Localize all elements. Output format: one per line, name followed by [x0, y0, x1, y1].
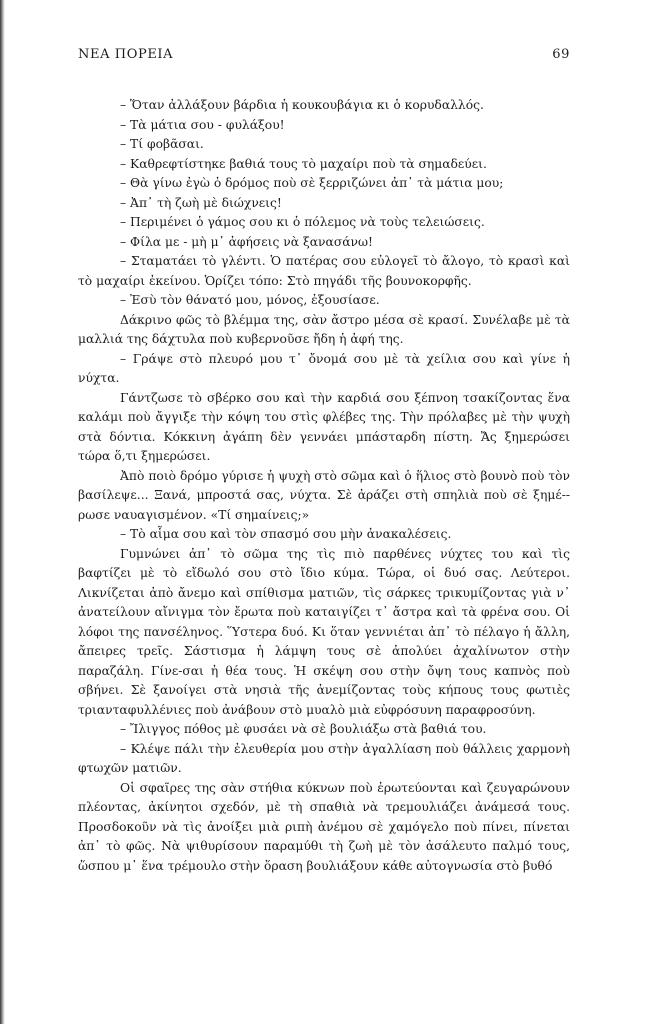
dialogue-line: – Γράψε στὸ πλευρό μου τ᾽ ὄνομά σου μὲ τὰ χείλια σου καὶ γίνε ἡ νύχτα.: [78, 351, 570, 385]
page-number: 69: [552, 47, 570, 62]
dialogue-line: – Θὰ γίνω ἐγὼ ὁ δρόμος ποὺ σὲ ξερριζώνει ἀπ᾽ τὰ μάτια μου;: [120, 176, 504, 190]
running-title: ΝΕΑ ΠΟΡΕΙΑ: [78, 47, 174, 62]
prose-paragraph: Γάντζωσε τὸ σβέρκο σου καὶ τὴν καρδιά σου ξέπνοη τσακίζοντας ἕνα καλάμι ποὺ ἄγγιξε τὴν κόψη του στὶς φλέβες της. Τὴν πρόλαβες μὲ τὴν ψυχὴ στὰ δόντια. Κόκκινη ἀγάπη δὲν γεννάει μπάσταρδη πίστη. Ἄς ξημερώσει τώρα ὅ,τι ξημερώσει.: [78, 390, 570, 463]
running-head: [78, 47, 570, 67]
page-binding-edge: [0, 0, 5, 1024]
dialogue-line: – Ἀπ᾽ τὴ ζωὴ μὲ διώχνεις!: [120, 195, 282, 210]
dialogue-line: – Φίλα με - μὴ μ᾽ ἀφήσεις νὰ ξανασάνω!: [120, 234, 373, 249]
body-text: [78, 96, 570, 876]
prose-paragraph: Γυμνώνει ἀπ᾽ τὸ σῶμα της τὶς πιὸ παρθένες νύχτες του καὶ τὶς βαφτίζει μὲ τὸ εἴδωλό σου στὸ ἴδιο κύμα. Τώρα, οἱ δυό σας. Λεύτεροι. Λικνίζεται ἀπὸ ἄνεμο καὶ σπίθισμα ματιῶν, τὶς σάρκες τρικυμίζοντας γιὰ ν᾽ ἀνατείλουν αἴνιγμα τὸν ἔρωτα ποὺ καταιγίζει τ᾽ ἄστρα καὶ τὰ φρένα σου. Οἱ λόφοι της πανσέληνος. Ὕστερα δυό. Κι ὅταν γεννιέται ἀπ᾽ τὸ πέλαγο ἡ ἄλλη, ἄπειρες τρεῖς. Σάστισμα ἡ λάμψη τους σὲ ἀπολύει ἀχαλίνωτον στὴν παραζάλη. Γίνε-σαι ἡ θέα τους. Ἡ σκέψη σου στὴν ὄψη τους καπνὸς ποὺ σβήνει. Σὲ ξανοίγει στὰ νησιὰ τῆς ἀνεμίζοντας τοὺς κήπους τους φωτιὲς τριανταφυλλένιες ποὺ ἀνάβουν στὸ μυαλὸ μιὰ εὐφρόσυνη παραφροσύνη.: [78, 546, 570, 717]
dialogue-line: – Ἐσὺ τὸν θάνατό μου, μόνος, ἐξουσίασε.: [120, 293, 380, 307]
dialogue-line: – Ἴλιγγος πόθος μὲ φυσάει νὰ σὲ βουλιάξω στὰ βαθιά του.: [120, 722, 487, 736]
dialogue-line: – Περιμένει ὁ γάμος σου κι ὁ πόλεμος νὰ τοὺς τελειώσεις.: [120, 215, 485, 229]
prose-paragraph: Δάκρινο φῶς τὸ βλέμμα της, σὰν ἄστρο μέσα σὲ κρασί. Συνέλαβε μὲ τὰ μαλλιά της δάχτυλα ποὺ κυβερνοῦσε ἤδη ἡ ἀφή της.: [78, 312, 570, 346]
dialogue-line: – Τί φοβᾶσαι.: [120, 137, 204, 151]
prose-paragraph: Ἀπὸ ποιὸ δρόμο γύρισε ἡ ψυχὴ στὸ σῶμα καὶ ὁ ἥλιος στὸ βουνὸ ποὺ τὸν βασίλεψε... Ξανά, μπροστά σας, νύχτα. Σὲ ἀράζει στὴ σπηλιὰ ποὺ σὲ ξημέ-ρωσε ναυαγισμένον. «Τί σημαίνεις;»: [78, 468, 570, 522]
dialogue-line: – Τὰ μάτια σου - φυλάξου!: [120, 117, 285, 132]
dialogue-line: – Σταματάει τὸ γλέντι. Ὁ πατέρας σου εὐλογεῖ τὸ ἄλογο, τὸ κρασὶ καὶ τὸ μαχαίρι ἐκείνου. Ὁρίζει τόπο: Στὸ πηγάδι τῆς βουνοκορφῆς.: [78, 254, 570, 288]
dialogue-line: – Καθρεφτίστηκε βαθιά τους τὸ μαχαίρι ποὺ τὰ σημαδεύει.: [120, 156, 487, 171]
prose-paragraph: Οἱ σφαῖρες της σὰν στήθια κύκνων ποὺ ἐρωτεύονται καὶ ζευγαρώνουν πλέοντας, ἀκίνητοι σχεδόν, μὲ τὴ σπαθιὰ νὰ τρεμουλιάζει ἀνάμεσά τους. Προσδοκοῦν νὰ τὶς ἀνοίξει μιὰ ριπὴ ἀνέμου σὲ χαμόγελο ποὺ πίνει, πίνεται ἀπ᾽ τὸ φῶς. Νὰ ψιθυρίσουν παραμύθι τὴ ζωὴ μὲ τὸν ἀσάλευτο παλμό τους, ὥσπου μ᾽ ἕνα τρέμουλο στὴν ὅραση βουλιάξουν κάθε αὐτογνωσία στὸ βυθό: [78, 780, 570, 873]
dialogue-line: – Τὸ αἷμα σου καὶ τὸν σπασμό σου μὴν ἀνακαλέσεις.: [120, 527, 452, 541]
dialogue-line: – Ὅταν ἀλλάξουν βάρδια ἡ κουκουβάγια κι ὁ κορυδαλλός.: [120, 98, 484, 112]
dialogue-line: – Κλέψε πάλι τὴν ἐλευθερία μου στὴν ἀγαλλίαση ποὺ θάλλεις χαρμονὴ φτωχῶν ματιῶν.: [78, 741, 570, 775]
